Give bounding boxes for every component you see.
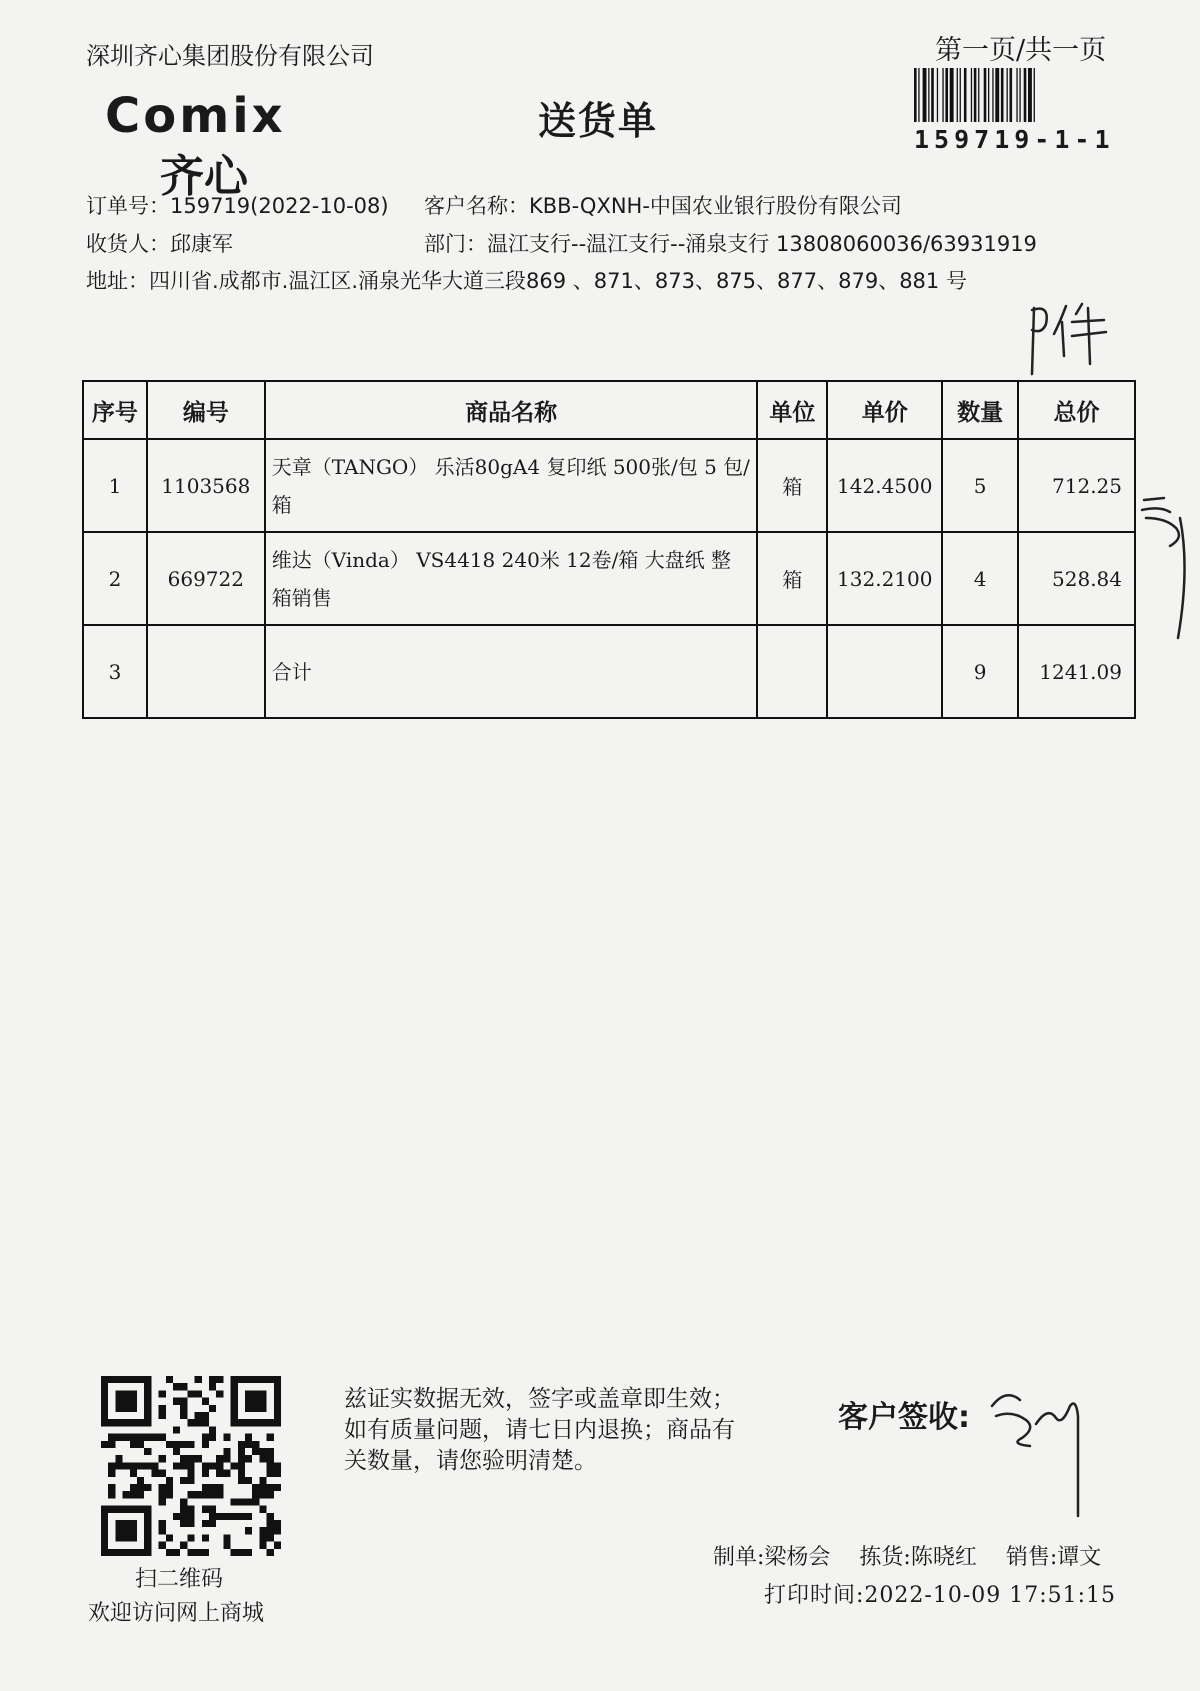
table-row [83, 532, 1135, 625]
barcode-number: 159719-1-1 [914, 125, 1115, 154]
logo-cn: 齐心 [160, 151, 248, 202]
cell-unit [757, 625, 827, 718]
handwritten-signature-margin [1140, 488, 1196, 658]
department: 部门：温江支行--温江支行--涌泉支行 13808060036/63931919 [424, 232, 1037, 256]
table-row [83, 625, 1135, 718]
page-indicator: 第一页/共一页 [935, 35, 1107, 66]
cell-price: 132.2100 [827, 532, 942, 625]
cell-name: 维达（Vinda） VS4418 240米 12卷/箱 大盘纸 整箱销售 [265, 532, 758, 625]
logo-brand: Comix [105, 88, 286, 144]
cell-price [827, 625, 942, 718]
sales: 销售:谭文 [1005, 1545, 1102, 1570]
document-title: 送货单 [538, 99, 659, 143]
cell-total: 712.25 [1018, 439, 1135, 532]
items-table [82, 380, 1136, 719]
customer-name: 客户名称：KBB-QXNH-中国农业银行股份有限公司 [424, 194, 902, 218]
cell-seq: 2 [83, 532, 147, 625]
qr-caption-1: 扫二维码 [135, 1567, 224, 1592]
cell-qty: 4 [942, 532, 1018, 625]
notice-text: 兹证实数据无效，签字或盖章即生效；如有质量问题，请七日内退换；商品有关数量，请您验明清楚。 [344, 1386, 735, 1474]
maker: 制单:梁杨会 [713, 1545, 831, 1570]
address: 地址：四川省.成都市.温江区.涌泉光华大道三段869 、871、873、875、877、879、881 号 [86, 269, 967, 293]
cell-total: 528.84 [1018, 532, 1135, 625]
picker: 拣货:陈晓红 [859, 1545, 977, 1570]
header-code: 编号 [147, 381, 265, 439]
header-unit: 单位 [757, 381, 827, 439]
cell-seq: 1 [83, 439, 147, 532]
cell-name: 合计 [265, 625, 758, 718]
header-seq: 序号 [83, 381, 147, 439]
print-time: 打印时间:2022-10-09 17:51:15 [764, 1583, 1117, 1608]
qr-caption-2: 欢迎访问网上商城 [88, 1601, 265, 1626]
customer-signature [986, 1376, 1086, 1526]
cell-code: 1103568 [147, 439, 265, 532]
cell-price: 142.4500 [827, 439, 942, 532]
cell-unit: 箱 [757, 532, 827, 625]
company-name: 深圳齐心集团股份有限公司 [86, 42, 374, 70]
barcode [912, 68, 1126, 122]
table-header-row [83, 381, 1135, 439]
comix-logo [105, 88, 345, 202]
table-row [83, 439, 1135, 532]
order-number: 订单号：159719(2022-10-08) [86, 194, 389, 218]
header-name: 商品名称 [265, 381, 758, 439]
cell-seq: 3 [83, 625, 147, 718]
staff-line [713, 1540, 1123, 1571]
customer-sign-label: 客户签收: [838, 1400, 970, 1435]
cell-qty: 9 [942, 625, 1018, 718]
cell-name: 天章（TANGO） 乐活80gA4 复印纸 500张/包 5 包/箱 [265, 439, 758, 532]
cell-code: 669722 [147, 532, 265, 625]
cell-code [147, 625, 265, 718]
handwritten-mark [1020, 300, 1130, 390]
cell-total: 1241.09 [1018, 625, 1135, 718]
receiver: 收货人：邱康军 [86, 232, 233, 256]
header-price: 单价 [827, 381, 942, 439]
qr-code [101, 1376, 281, 1556]
cell-qty: 5 [942, 439, 1018, 532]
header-qty: 数量 [942, 381, 1018, 439]
header-total: 总价 [1018, 381, 1135, 439]
cell-unit: 箱 [757, 439, 827, 532]
